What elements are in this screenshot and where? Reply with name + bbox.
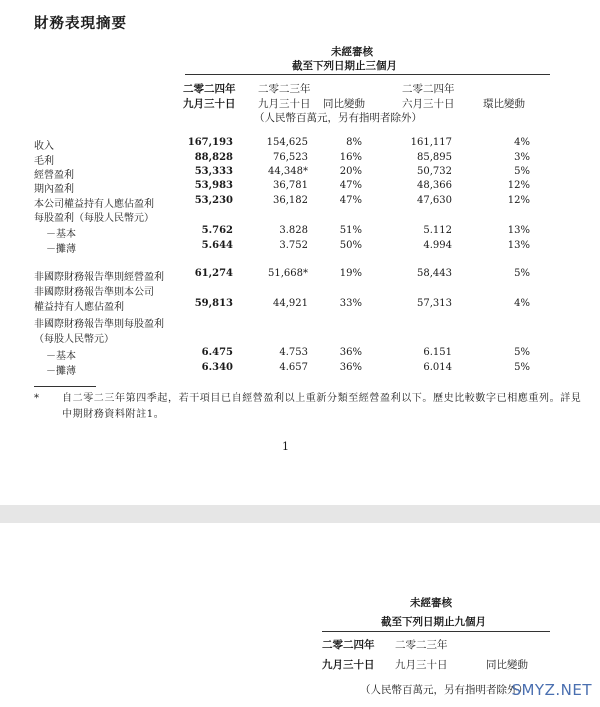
row-label: 收入: [34, 141, 54, 152]
cell-col4: 6.151: [423, 347, 452, 358]
col4-year: 二零二四年: [402, 83, 455, 95]
row-label: 權益持有人應佔盈利: [34, 302, 124, 313]
cell-col5: 12%: [507, 195, 530, 206]
table-row: [0, 152, 600, 167]
table-row: [0, 166, 600, 181]
table-row: [0, 180, 600, 195]
cell-col4: 50,732: [417, 166, 452, 177]
cell-col1: 61,274: [194, 268, 233, 279]
period-label: 截至下列日期止三個月: [292, 60, 397, 72]
cell-col2: 44,348*: [268, 166, 308, 177]
cell-col1: 6.340: [201, 362, 233, 373]
cell-col4: 47,630: [417, 195, 452, 206]
cell-col1: 6.475: [201, 347, 233, 358]
cell-col3: 8%: [346, 137, 362, 148]
cell-col3: 16%: [339, 152, 362, 163]
header-rule: [185, 74, 550, 75]
p2-header-rule: [322, 631, 550, 632]
table-row: [0, 362, 600, 377]
cell-col5: 12%: [507, 180, 530, 191]
table-row: [0, 240, 600, 255]
cell-col5: 13%: [507, 240, 530, 251]
cell-col3: 20%: [339, 166, 362, 177]
cell-col3: 33%: [339, 298, 362, 309]
cell-col3: 47%: [339, 195, 362, 206]
footnote-mark: *: [34, 393, 39, 404]
table-row: [0, 298, 600, 313]
cell-col1: 53,230: [194, 195, 233, 206]
cell-col5: 4%: [514, 298, 530, 309]
cell-col4: 5.112: [423, 225, 452, 236]
p2-col1-year: 二零二四年: [322, 639, 375, 651]
p2-period-label: 截至下列日期止九個月: [381, 616, 486, 628]
col5-header: 環比變動: [483, 98, 525, 110]
p2-col1-date: 九月三十日: [322, 659, 375, 671]
col3-header: 同比變動: [323, 98, 365, 110]
row-label: －基本: [46, 229, 76, 240]
table-row: [0, 283, 600, 298]
cell-col5: 5%: [514, 166, 530, 177]
cell-col4: 57,313: [417, 298, 452, 309]
row-label: 毛利: [34, 156, 54, 167]
cell-col1: 53,333: [194, 166, 233, 177]
cell-col5: 13%: [507, 225, 530, 236]
table-row: [0, 225, 600, 240]
cell-col4: 85,895: [417, 152, 452, 163]
row-label: －基本: [46, 351, 76, 362]
row-label: －攤薄: [46, 244, 76, 255]
cell-col5: 5%: [514, 268, 530, 279]
cell-col4: 6.014: [423, 362, 452, 373]
footnote-rule: [34, 386, 96, 387]
col1-date: 九月三十日: [183, 98, 236, 110]
section-title: 財務表現摘要: [34, 16, 127, 32]
row-label: 每股盈利（每股人民幣元）: [34, 213, 154, 224]
cell-col1: 167,193: [187, 137, 233, 148]
p2-col2-date: 九月三十日: [395, 659, 448, 671]
p2-unit-label: （人民幣百萬元，另有指明者除外）: [360, 684, 528, 696]
cell-col2: 76,523: [273, 152, 308, 163]
p2-col2-year: 二零二三年: [395, 639, 448, 651]
col2-date: 九月三十日: [258, 98, 311, 110]
cell-col2: 51,668*: [268, 268, 308, 279]
cell-col2: 4.753: [279, 347, 308, 358]
cell-col5: 3%: [514, 152, 530, 163]
row-label: 非國際財務報告準則經營盈利: [34, 272, 164, 283]
cell-col3: 47%: [339, 180, 362, 191]
unit-label: （人民幣百萬元，另有指明者除外）: [254, 112, 422, 124]
table-row: [0, 195, 600, 210]
cell-col3: 51%: [339, 225, 362, 236]
row-label: －攤薄: [46, 366, 76, 377]
cell-col1: 53,983: [194, 180, 233, 191]
row-label: 非國際財務報告準則每股盈利: [34, 319, 164, 330]
cell-col4: 48,366: [417, 180, 452, 191]
cell-col1: 88,828: [194, 152, 233, 163]
table-row: [0, 315, 600, 330]
cell-col3: 36%: [339, 347, 362, 358]
p2-col3-header: 同比變動: [486, 659, 528, 671]
cell-col4: 4.994: [423, 240, 452, 251]
cell-col4: 58,443: [417, 268, 452, 279]
row-label: 期內盈利: [34, 184, 74, 195]
table-row: [0, 347, 600, 362]
cell-col2: 3.828: [279, 225, 308, 236]
cell-col3: 19%: [339, 268, 362, 279]
p2-unaudited-label: 未經審核: [410, 597, 452, 609]
row-label: 經營盈利: [34, 170, 74, 181]
cell-col2: 3.752: [279, 240, 308, 251]
watermark: SMYZ.NET: [511, 681, 592, 699]
col2-year: 二零二三年: [258, 83, 311, 95]
cell-col3: 50%: [339, 240, 362, 251]
col1-year: 二零二四年: [183, 83, 236, 95]
cell-col5: 5%: [514, 347, 530, 358]
col4-date: 六月三十日: [402, 98, 455, 110]
cell-col5: 4%: [514, 137, 530, 148]
cell-col2: 154,625: [266, 137, 308, 148]
report-page-2: [0, 523, 600, 707]
cell-col2: 36,182: [273, 195, 308, 206]
table-row: [0, 137, 600, 152]
table-row: [0, 330, 600, 345]
table-row: [0, 209, 600, 224]
cell-col2: 4.657: [279, 362, 308, 373]
row-label: 本公司權益持有人應佔盈利: [34, 199, 154, 210]
footnote-text: 自二零二三年第四季起，若干項目已自經營盈利以上重新分類至經營盈利以下。歷史比較數字已相應重列。詳見中期財務資料附註1。: [62, 393, 582, 420]
table-row: [0, 268, 600, 283]
cell-col5: 5%: [514, 362, 530, 373]
cell-col4: 161,117: [410, 137, 452, 148]
cell-col1: 5.762: [201, 225, 233, 236]
cell-col1: 59,813: [194, 298, 233, 309]
page-number: 1: [282, 440, 289, 453]
cell-col2: 44,921: [273, 298, 308, 309]
cell-col3: 36%: [339, 362, 362, 373]
row-label: 非國際財務報告準則本公司: [34, 287, 154, 298]
unaudited-label: 未經審核: [331, 46, 373, 58]
cell-col2: 36,781: [273, 180, 308, 191]
page-gap: [0, 505, 600, 523]
row-label: （每股人民幣元）: [34, 334, 114, 345]
cell-col1: 5.644: [201, 240, 233, 251]
